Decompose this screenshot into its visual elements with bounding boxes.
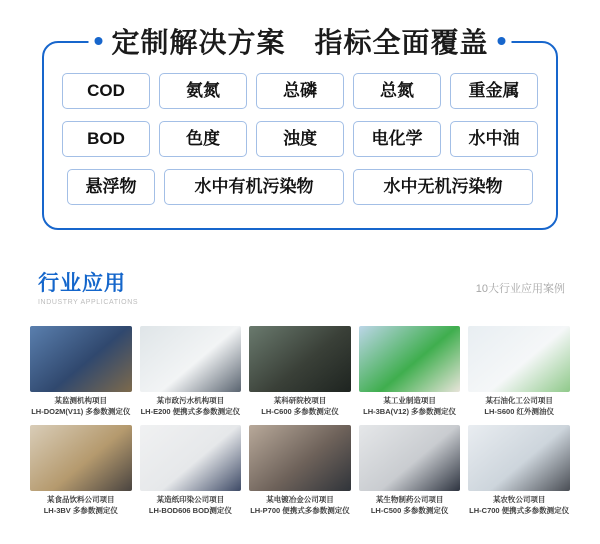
case-photo	[140, 425, 242, 491]
case-caption-line2: LH-S600 红外测油仪	[484, 407, 554, 417]
tag-chroma: 色度	[159, 121, 247, 157]
case-caption-line1: 某监测机构项目	[54, 396, 108, 405]
case-caption-line1: 某生物制药公司项目	[375, 494, 444, 504]
tag-turbidity: 浊度	[256, 121, 344, 157]
case-card-research-institute	[249, 326, 351, 418]
case-card-biopharma	[359, 425, 461, 517]
case-photo	[249, 326, 351, 392]
case-caption	[140, 395, 242, 418]
case-caption	[468, 395, 570, 418]
industry-case-count-note: 10大行业应用案例	[475, 283, 565, 295]
tag-inorganic-pollutants: 水中无机污染物	[353, 169, 533, 205]
case-caption-line2: LH-C600 多参数测定仪	[261, 407, 339, 417]
case-caption-line2: LH-DO2M(V11) 多参数测定仪	[31, 407, 131, 417]
case-photo	[359, 326, 461, 392]
case-photo	[359, 425, 461, 491]
tag-heavy-metal: 重金属	[450, 73, 538, 109]
case-photo-grid	[30, 326, 570, 516]
title-dot-left-icon	[94, 37, 102, 45]
tag-total-nitrogen: 总氮	[353, 73, 441, 109]
industry-subheading: INDUSTRY APPLICATIONS	[38, 299, 139, 306]
case-card-monitoring	[30, 326, 132, 418]
parameter-tag-rows	[44, 73, 556, 205]
case-card-electroplating-metallurgy	[249, 425, 351, 517]
case-caption-line1: 某科研院校项目	[273, 396, 327, 405]
tag-oil-in-water: 水中油	[450, 121, 538, 157]
industry-heading: 行业应用	[38, 272, 126, 295]
case-photo	[249, 425, 351, 491]
tag-total-phosphorus: 总磷	[256, 73, 344, 109]
case-card-agriculture	[468, 425, 570, 517]
case-card-petrochemical	[468, 326, 570, 418]
case-caption-line2: LH-BOD606 BOD测定仪	[148, 505, 232, 515]
case-card-food-beverage	[30, 425, 132, 517]
tag-organic-pollutants: 水中有机污染物	[164, 169, 344, 205]
case-caption-line1: 某造纸印染公司项目	[156, 494, 225, 504]
tag-ammonia: 氨氮	[159, 73, 247, 109]
case-caption	[359, 395, 461, 418]
case-caption-line2: LH-C500 多参数测定仪	[370, 505, 449, 515]
case-photo	[140, 326, 242, 392]
tag-electrochemistry: 电化学	[353, 121, 441, 157]
case-caption-line1: 某农牧公司项目	[492, 494, 546, 504]
case-photo	[30, 425, 132, 491]
case-card-municipal-sewage	[140, 326, 242, 418]
case-card-paper-printing	[140, 425, 242, 517]
tag-row-1	[62, 73, 538, 109]
case-caption-line2: LH-C700 便携式多参数测定仪	[469, 505, 570, 515]
case-caption	[140, 494, 242, 517]
case-caption-line2: LH-P700 便携式多参数测定仪	[250, 505, 350, 515]
case-caption	[468, 494, 570, 517]
case-caption	[249, 395, 351, 418]
case-caption-line1: 某工业制造项目	[383, 396, 436, 405]
case-photo	[30, 326, 132, 392]
case-caption-line1: 某食品饮料公司项目	[47, 494, 115, 504]
tag-cod: COD	[62, 73, 150, 109]
solution-box	[42, 27, 558, 230]
tag-row-2	[62, 121, 538, 157]
case-caption-line2: LH-3BA(V12) 多参数测定仪	[363, 407, 457, 417]
case-photo	[468, 425, 570, 491]
tag-row-3	[67, 169, 533, 205]
case-photo	[468, 326, 570, 392]
case-caption	[359, 494, 461, 517]
case-caption-line1: 某石油化工公司项目	[485, 396, 553, 405]
tag-suspended-solids: 悬浮物	[67, 169, 155, 205]
title-dot-right-icon	[498, 37, 506, 45]
industry-header	[38, 267, 565, 311]
case-caption-line2: LH-3BV 多参数测定仪	[43, 505, 118, 515]
case-caption-line2: LH-E200 便携式多参数测定仪	[140, 407, 241, 417]
case-caption	[249, 494, 351, 517]
case-card-industrial-manufacturing	[359, 326, 461, 418]
case-caption-line1: 某电镀冶金公司项目	[266, 494, 334, 504]
solution-title-text: 定制解决方案 指标全面覆盖	[111, 27, 489, 58]
tag-bod: BOD	[62, 121, 150, 157]
case-caption	[30, 395, 132, 418]
case-caption	[30, 494, 132, 517]
case-caption-line1: 某市政污水机构项目	[156, 396, 225, 405]
solution-box-title	[88, 20, 511, 62]
